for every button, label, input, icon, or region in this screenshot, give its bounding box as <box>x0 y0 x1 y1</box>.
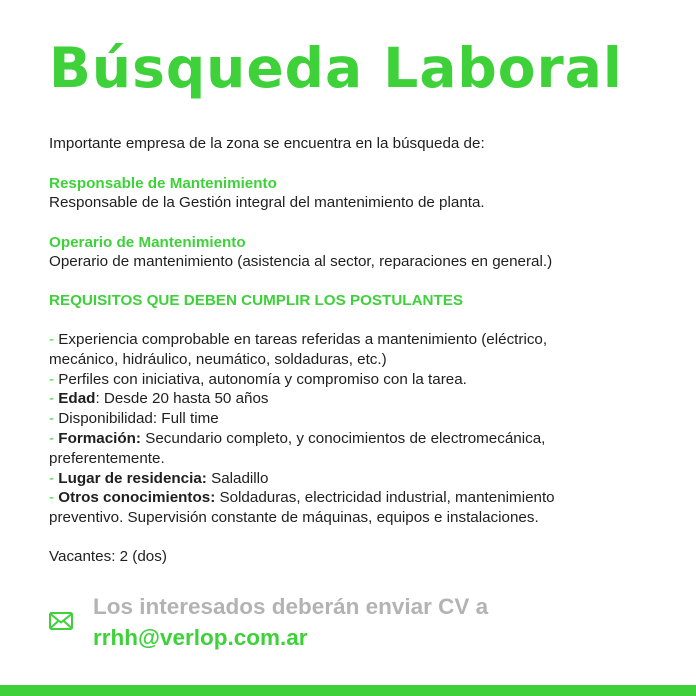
requirement-education-cont <box>49 449 555 469</box>
requirement-education <box>49 429 555 449</box>
requirement-text: Experiencia comprobable en tareas referidas a mantenimiento (eléctrico, <box>58 331 548 348</box>
requirement-text: preventivo. Supervisión constante de máquinas, equipos e instalaciones. <box>49 509 539 527</box>
requirement-experience <box>49 330 555 350</box>
bottom-accent-bar <box>0 685 696 696</box>
requirement-label: Edad <box>58 390 96 408</box>
page-title: Búsqueda Laboral <box>49 36 623 100</box>
requirement-profile <box>49 370 555 390</box>
requirement-residence <box>49 469 555 489</box>
requirement-text: Saladillo <box>206 469 269 487</box>
bullet: - <box>49 429 55 447</box>
bullet: - <box>49 489 55 507</box>
requirement-other <box>49 488 555 508</box>
intro-text: Importante empresa de la zona se encuentra en la búsqueda de: <box>49 135 485 152</box>
job-title-1: Responsable de Mantenimiento <box>49 175 277 192</box>
bullet: - <box>49 390 55 408</box>
requirement-availability <box>49 409 555 429</box>
requirement-label: Otros conocimientos: <box>58 489 216 507</box>
requirement-text: : Desde 20 hasta 50 años <box>95 390 269 408</box>
contact-instructions: Los interesados deberán enviar CV a <box>93 594 489 619</box>
requirement-label: Lugar de residencia: <box>58 469 207 487</box>
requirement-text: Perfiles con iniciativa, autonomía y compromiso con la tarea. <box>58 370 467 388</box>
mail-icon <box>49 612 73 630</box>
requirement-age <box>49 389 555 409</box>
requirements-heading: REQUISITOS QUE DEBEN CUMPLIR LOS POSTULANTES <box>49 292 464 309</box>
bullet: - <box>49 331 55 348</box>
vacancies-text: Vacantes: 2 (dos) <box>49 548 167 565</box>
bullet: - <box>49 370 55 388</box>
requirement-text: Secundario completo, y conocimientos de electromecánica, <box>141 429 546 447</box>
requirement-text: Soldaduras, electricidad industrial, mantenimiento <box>215 489 555 507</box>
requirement-label: Formación: <box>58 429 141 447</box>
contact-email[interactable]: rrhh@verlop.com.ar <box>93 625 308 650</box>
job-title-2: Operario de Mantenimiento <box>49 234 246 251</box>
requirement-text: mecánico, hidráulico, neumático, soldaduras, etc.) <box>49 350 387 368</box>
requirement-experience-cont <box>49 350 555 370</box>
bullet: - <box>49 469 55 487</box>
requirement-text: Disponibilidad: Full time <box>58 410 219 428</box>
requirements-list <box>49 330 555 528</box>
requirement-text: preferentemente. <box>49 449 165 467</box>
job-description-2: Operario de mantenimiento (asistencia al sector, reparaciones en general.) <box>49 253 553 270</box>
contact-block <box>93 591 488 653</box>
requirement-other-cont <box>49 508 555 528</box>
bullet: - <box>49 410 55 428</box>
job-description-1: Responsable de la Gestión integral del mantenimiento de planta. <box>49 194 485 211</box>
